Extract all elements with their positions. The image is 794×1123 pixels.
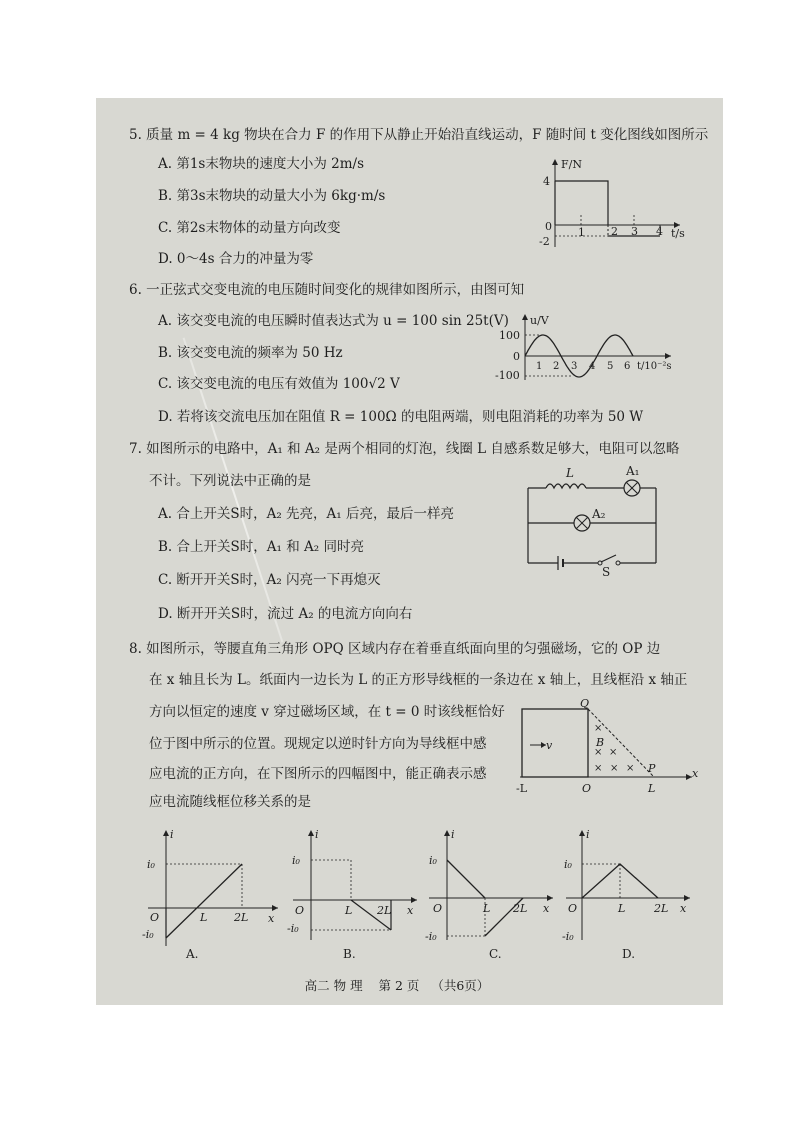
switch-label: S xyxy=(602,565,611,578)
choice-c-label: C. xyxy=(489,947,502,961)
q7-circuit-diagram xyxy=(520,463,665,578)
q6-xtick: 5 xyxy=(607,361,614,372)
2l-label: 2L xyxy=(513,902,528,915)
q8-stem-line4: 位于图中所示的位置。现规定以逆时针方向为导线框中感 xyxy=(149,736,487,752)
q5-option-c: C. 第2s末物体的动量方向改变 xyxy=(158,220,341,236)
q6-graph-xlabel: t/10⁻²s xyxy=(637,361,672,372)
q5-xtick: 3 xyxy=(631,225,638,238)
l-label: L xyxy=(648,782,656,795)
2l-label: 2L xyxy=(234,911,249,924)
footer-page: 第 2 页 xyxy=(378,978,420,993)
q5-xtick: 1 xyxy=(578,226,585,239)
q7-stem-line1: 7. 如图所示的电路中，A₁ 和 A₂ 是两个相同的灯泡，线圈 L 自感系数足够大，电阻可以忽略 xyxy=(129,441,680,457)
graph-axes xyxy=(148,830,278,946)
point-p-label: P xyxy=(648,762,656,775)
x-axis-label: x xyxy=(407,904,414,917)
i-axis-label: i xyxy=(170,828,174,841)
neg-i0-label: -i₀ xyxy=(287,922,299,935)
choice-b-label: B. xyxy=(343,947,356,961)
graph-axes xyxy=(293,830,417,940)
q5-option-d: D. 0～4s 合力的冲量为零 xyxy=(158,251,314,267)
q6-xtick: 4 xyxy=(589,361,596,372)
i0-label: i₀ xyxy=(429,854,437,867)
coil-label: L xyxy=(566,466,574,480)
q8-graph-a xyxy=(140,828,280,963)
q5-graph-xlabel: t/s xyxy=(671,227,685,240)
q7-stem-line2: 不计。下列说法中正确的是 xyxy=(149,473,311,489)
origin-label: O xyxy=(433,902,443,915)
2l-label: 2L xyxy=(377,904,392,917)
square-wire-frame xyxy=(522,709,588,777)
x-axis-label: x xyxy=(268,912,275,925)
q6-graph-ylabel: u/V xyxy=(530,314,549,327)
q8-stem-line2: 在 x 轴且长为 L。纸面内一边长为 L 的正方形导线框的一条边在 x 轴上，且线框沿 x 轴正 xyxy=(149,672,688,688)
q5-xtick: 2 xyxy=(611,225,618,238)
i0-label: i₀ xyxy=(292,854,300,867)
q5-graph-ylabel: F/N xyxy=(561,158,582,171)
field-cross-mark: × xyxy=(594,723,603,734)
l-label: L xyxy=(345,904,353,917)
point-q-label: Q xyxy=(580,697,590,710)
q6-stem: 6. 一正弦式交变电流的电压随时间变化的规律如图所示，由图可知 xyxy=(129,282,525,298)
x-axis-label: x xyxy=(692,767,699,780)
q5-stem: 5. 质量 m = 4 kg 物块在合力 F 的作用下从静止开始沿直线运动，F 随时间 t 变化图线如图所示 xyxy=(129,127,709,143)
choice-a-label: A. xyxy=(186,947,199,961)
i0-label: i₀ xyxy=(147,858,155,871)
velocity-label: v xyxy=(546,739,553,752)
x-axis-label: x xyxy=(543,902,550,915)
q5-ytick: 4 xyxy=(543,175,550,188)
i0-label: i₀ xyxy=(564,858,572,871)
footer-total: （共6页） xyxy=(431,978,490,993)
q6-ytick: 0 xyxy=(513,350,520,363)
l-label: L xyxy=(483,902,491,915)
q6-option-c: C. 该交变电流的电压有效值为 100√2 V xyxy=(158,376,400,392)
page-footer xyxy=(0,976,794,994)
current-line xyxy=(447,860,485,898)
field-cross-mark: × xyxy=(609,747,618,758)
q5-ytick: 0 xyxy=(545,220,552,233)
lamp-a2-label: A₂ xyxy=(592,507,606,521)
q6-ytick: 100 xyxy=(499,329,520,342)
origin-label: O xyxy=(150,911,160,924)
q8-stem-line5: 应电流的正方向，在下图所示的四幅图中，能正确表示感 xyxy=(149,766,487,782)
origin-label: O xyxy=(568,902,578,915)
q6-option-d: D. 若将该交流电压加在阻值 R = 100Ω 的电阻两端，则电阻消耗的功率为 50 W xyxy=(158,409,644,425)
q6-xtick: 6 xyxy=(624,361,631,372)
field-cross-mark: × xyxy=(594,747,603,758)
q6-voltage-graph xyxy=(493,312,683,382)
graph-axes xyxy=(429,830,553,940)
current-line xyxy=(166,864,242,938)
q8-graph-c xyxy=(425,828,560,963)
q7-option-d: D. 断开开关S时，流过 A₂ 的电流方向向右 xyxy=(158,606,413,622)
graph-axes xyxy=(566,830,690,940)
q5-xtick: 4 xyxy=(656,225,663,238)
origin-label: O xyxy=(582,782,592,795)
i-axis-label: i xyxy=(315,828,319,841)
q6-option-a: A. 该交变电流的电压瞬时值表达式为 u = 100 sin 25t(V) xyxy=(158,313,509,329)
field-cross-mark: × xyxy=(594,763,603,774)
switch-icon xyxy=(601,555,616,562)
neg-i0-label: -i₀ xyxy=(142,928,154,941)
i-axis-label: i xyxy=(586,828,590,841)
q6-xtick: 2 xyxy=(553,361,560,372)
origin-label: O xyxy=(295,904,305,917)
q5-force-graph xyxy=(535,155,690,250)
l-label: L xyxy=(200,911,208,924)
field-cross-mark: × xyxy=(610,763,619,774)
lamp-a1-label: A₁ xyxy=(626,464,640,478)
footer-subject: 高二 物 理 xyxy=(304,978,363,993)
q7-option-b: B. 合上开关S时，A₁ 和 A₂ 同时亮 xyxy=(158,539,364,555)
q6-option-b: B. 该交变电流的频率为 50 Hz xyxy=(158,345,343,361)
q6-xtick: 3 xyxy=(571,361,578,372)
l-label: L xyxy=(618,902,626,915)
i-axis-label: i xyxy=(451,828,455,841)
neg-l-label: -L xyxy=(516,782,528,795)
q8-magnetic-field-figure xyxy=(512,697,702,797)
q8-stem-line3: 方向以恒定的速度 v 穿过磁场区域，在 t = 0 时该线框恰好 xyxy=(149,704,505,720)
field-cross-mark: × xyxy=(626,763,635,774)
q5-option-b: B. 第3s末物块的动量大小为 6kg·m/s xyxy=(158,188,386,204)
q7-option-c: C. 断开开关S时，A₂ 闪亮一下再熄灭 xyxy=(158,572,381,588)
q5-ytick: -2 xyxy=(539,235,550,248)
q8-stem-line1: 8. 如图所示，等腰直角三角形 OPQ 区域内存在着垂直纸面向里的匀强磁场，它的 OP 边 xyxy=(129,641,661,657)
choice-d-label: D. xyxy=(622,947,636,961)
q8-graph-d xyxy=(562,828,697,963)
2l-label: 2L xyxy=(654,902,669,915)
field-b-label: B xyxy=(596,736,605,749)
q6-ytick: -100 xyxy=(495,369,520,382)
current-line xyxy=(485,898,523,936)
q8-graph-b xyxy=(285,828,425,963)
neg-i0-label: -i₀ xyxy=(562,930,574,943)
neg-i0-label: -i₀ xyxy=(425,930,437,943)
q8-stem-line6: 应电流随线框位移关系的是 xyxy=(149,794,311,810)
q7-option-a: A. 合上开关S时，A₂ 先亮，A₁ 后亮，最后一样亮 xyxy=(158,506,454,522)
q6-xtick: 1 xyxy=(536,361,543,372)
inductor-coil xyxy=(546,484,586,488)
x-axis-label: x xyxy=(680,902,687,915)
q5-option-a: A. 第1s末物块的速度大小为 2m/s xyxy=(158,156,365,172)
